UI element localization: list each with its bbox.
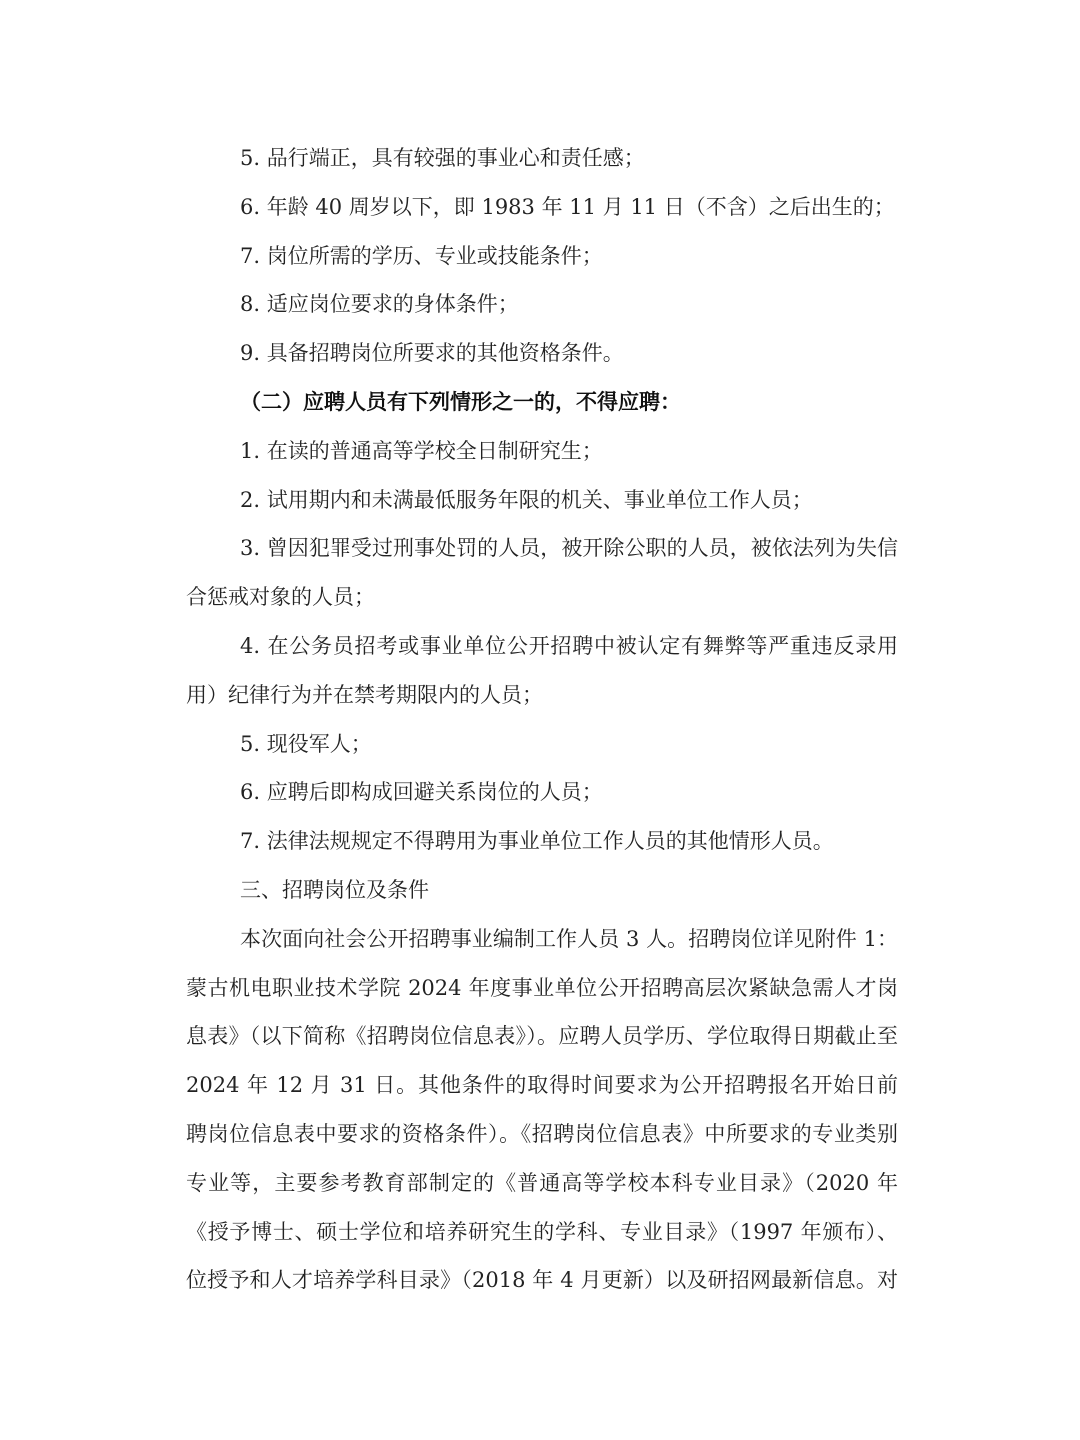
paragraph-line: 4. 在公务员招考或事业单位公开招聘中被认定有舞弊等严重违反录用 [240,633,898,658]
paragraph-line: 合惩戒对象的人员； [186,585,375,610]
paragraph-line: 8. 适应岗位要求的身体条件； [240,292,519,317]
section-heading: 三、招聘岗位及条件 [240,877,429,902]
paragraph-line: 聘岗位信息表中要求的资格条件）。《招聘岗位信息表》中所要求的专业类别 [186,1121,898,1146]
paragraph-line: 位授予和人才培养学科目录》（2018 年 4 月更新）以及研招网最新信息。对 [186,1268,898,1293]
paragraph-line: 2. 试用期内和未满最低服务年限的机关、事业单位工作人员； [240,487,813,512]
paragraph-line: 6. 年龄 40 周岁以下，即 1983 年 11 月 11 日（不含）之后出生的； [240,194,895,219]
paragraph-line: 2024 年 12 月 31 日。其他条件的取得时间要求为公开招聘报名开始日前 [186,1073,898,1098]
paragraph-line: 《授予博士、硕士学位和培养研究生的学科、专业目录》（1997 年颁布）、 [186,1219,898,1244]
paragraph-line: 3. 曾因犯罪受过刑事处罚的人员，被开除公职的人员，被依法列为失信 [240,536,898,561]
paragraph-line: 息表》（以下简称《招聘岗位信息表》）。应聘人员学历、学位取得日期截止至 [186,1024,898,1049]
paragraph-line: 9. 具备招聘岗位所要求的其他资格条件。 [240,341,624,366]
paragraph-line: 1. 在读的普通高等学校全日制研究生； [240,438,603,463]
paragraph-line: 6. 应聘后即构成回避关系岗位的人员； [240,780,603,805]
paragraph-line: 7. 岗位所需的学历、专业或技能条件； [240,243,603,268]
document-page [186,134,898,1305]
paragraph-line: 5. 品行端正，具有较强的事业心和责任感； [240,146,645,170]
section-heading: （二）应聘人员有下列情形之一的，不得应聘： [240,388,681,414]
paragraph-line: 7. 法律法规规定不得聘用为事业单位工作人员的其他情形人员。 [240,829,834,854]
paragraph-line: 5. 现役军人； [240,731,372,756]
paragraph-line: 本次面向社会公开招聘事业编制工作人员 3 人。招聘岗位详见附件 1： [240,926,898,951]
paragraph-line: 用）纪律行为并在禁考期限内的人员； [186,682,543,707]
paragraph-line: 专业等，主要参考教育部制定的《普通高等学校本科专业目录》（2020 年 [186,1170,898,1195]
paragraph-line: 蒙古机电职业技术学院 2024 年度事业单位公开招聘高层次紧缺急需人才岗 [186,975,898,1000]
